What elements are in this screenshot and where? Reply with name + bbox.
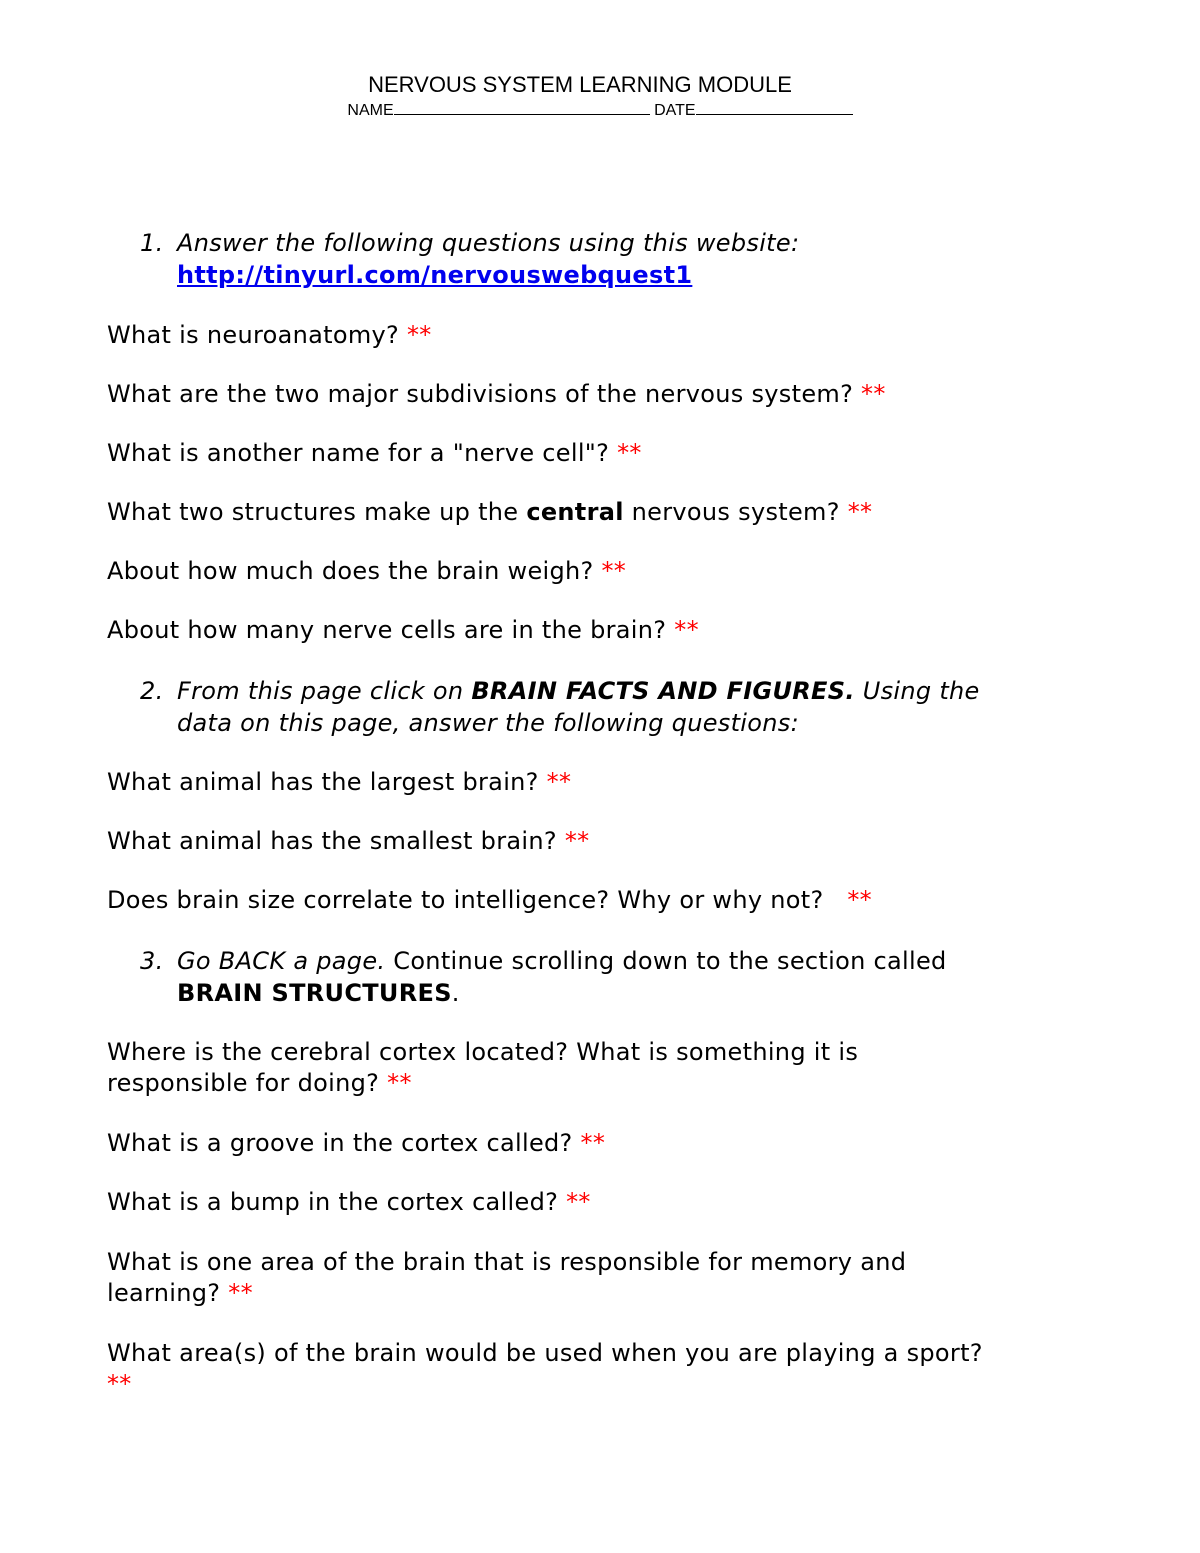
question-nerve-cell	[107, 438, 1107, 469]
question-text: What two structures make up the	[107, 498, 519, 526]
section-2	[140, 675, 1090, 739]
answer-marker: **	[406, 321, 432, 349]
section-2-number: 2.	[140, 677, 164, 705]
date-label: DATE	[654, 102, 696, 119]
question-text: About how much does the brain weigh?	[107, 557, 594, 585]
answer-marker: **	[387, 1069, 412, 1097]
question-brain-weight	[107, 556, 1107, 587]
section-3-number: 3.	[140, 947, 164, 975]
answer-marker: **	[107, 1370, 132, 1398]
question-cerebral-cortex	[107, 1037, 1107, 1099]
answer-marker: **	[861, 380, 886, 408]
question-brain-size-intelligence	[107, 885, 1107, 916]
section-3	[140, 945, 1090, 1009]
question-bold-word: central	[526, 498, 624, 526]
answer-marker: **	[228, 1279, 253, 1307]
section-2-line-2: data on this page, answer the following questions:	[177, 709, 799, 737]
question-neuroanatomy	[107, 320, 1107, 351]
question-memory-area	[107, 1247, 1107, 1309]
question-text: What is a groove in the cortex called?	[107, 1129, 573, 1157]
question-text: About how many nerve cells are in the brain?	[107, 616, 667, 644]
question-text: What is a bump in the cortex called?	[107, 1188, 559, 1216]
question-cortex-groove	[107, 1128, 1107, 1159]
question-text: What is another name for a "nerve cell"?	[107, 439, 610, 467]
question-text-line-1: Where is the cerebral cortex located? What is something it is	[107, 1038, 859, 1066]
question-subdivisions	[107, 379, 1107, 410]
answer-marker: **	[564, 827, 590, 855]
question-text: Does brain size correlate to intelligence? Why or why not?	[107, 886, 824, 914]
section-3-text: Continue scrolling down to the section called	[393, 947, 947, 975]
section-2-bold: BRAIN FACTS AND FIGURES.	[471, 677, 855, 705]
question-text: What is neuroanatomy?	[107, 321, 400, 349]
answer-marker: **	[566, 1188, 591, 1216]
question-cns-structures	[107, 497, 1107, 528]
question-nerve-count	[107, 615, 1107, 646]
section-1-number: 1.	[140, 229, 164, 257]
answer-marker: **	[546, 768, 572, 796]
section-3-italic: Go BACK a page.	[177, 947, 386, 975]
answer-marker: **	[674, 616, 699, 644]
question-sport-areas	[107, 1338, 1117, 1400]
answer-marker: **	[617, 439, 642, 467]
question-cortex-bump	[107, 1187, 1107, 1218]
answer-marker: **	[847, 498, 873, 526]
answer-marker: **	[601, 557, 627, 585]
question-text-line-2: learning?	[107, 1279, 221, 1307]
question-largest-brain	[107, 767, 1107, 798]
section-2-text: From this page click on	[177, 677, 464, 705]
page-title: NERVOUS SYSTEM LEARNING MODULE	[368, 72, 792, 97]
section-2-text-end: Using the	[862, 677, 980, 705]
question-text: What animal has the smallest brain?	[107, 827, 557, 855]
question-text-line-2: responsible for doing?	[107, 1069, 380, 1097]
section-3-bold: BRAIN STRUCTURES	[177, 979, 452, 1007]
webquest-link[interactable]: http://tinyurl.com/nervouswebquest1	[177, 261, 693, 289]
question-text-end: nervous system?	[631, 498, 840, 526]
question-text-line-1: What is one area of the brain that is responsible for memory and	[107, 1248, 907, 1276]
section-3-period: .	[451, 979, 460, 1007]
question-text: What are the two major subdivisions of the nervous system?	[107, 380, 854, 408]
section-1-text: Answer the following questions using this website:	[177, 229, 800, 257]
date-blank[interactable]	[696, 100, 853, 115]
question-smallest-brain	[107, 826, 1107, 857]
answer-marker: **	[580, 1129, 606, 1157]
answer-marker: **	[847, 886, 872, 914]
question-text: What animal has the largest brain?	[107, 768, 539, 796]
name-blank[interactable]	[394, 100, 650, 115]
section-1	[140, 227, 1090, 291]
name-date-line	[0, 100, 1200, 120]
name-label: NAME	[347, 102, 394, 119]
question-text-line-1: What area(s) of the brain would be used when you are playing a sport?	[107, 1339, 983, 1367]
